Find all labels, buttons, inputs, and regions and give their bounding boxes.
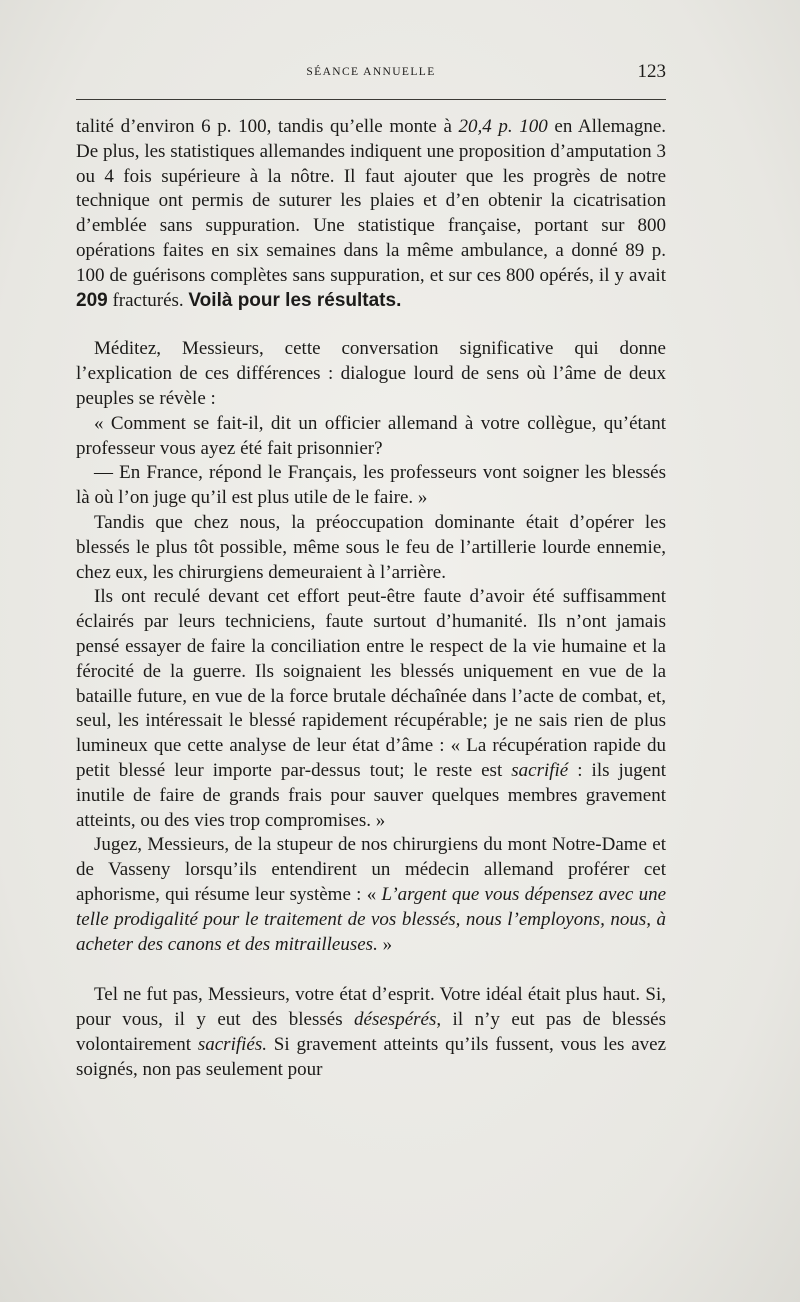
paragraph-text: en Allemagne. De plus, les statistiques allemandes indiquent une proposition d’amputation 3 ou 4 fois supérieure à la nôtre. Il faut ajouter que les progrès de notre technique ont permis de suturer les plaies et d’en obtenir la cicatrisation d’emblée sans suppuration. Une statistique française, portant sur 800 opérations faites en six semaines dans la même ambulance, a donné 89 p. 100 de guérisons complètes sans suppuration, et sur ces 800 opérés, il y avait xyxy=(76,116,667,286)
paragraph-text: » xyxy=(382,933,393,955)
paragraph-text: Tel ne fut pas, Messieurs, votre état d’esprit. Votre idéal était plus haut. Si, pour vous, il y eut des blessés xyxy=(76,984,666,1031)
paragraph-recule xyxy=(76,585,666,833)
paragraph-quote-answer: — En France, répond le Français, les professeurs vont soigner les blessés là où l’on juge qu’il est plus utile de le faire. » xyxy=(76,462,666,509)
paragraph-text: : ils jugent inutile de faire de grands frais pour sauver quelques membres gravement atteints, ou des vies trop compromises. » xyxy=(76,759,666,831)
page-number: 123 xyxy=(637,61,666,82)
paragraph-gap xyxy=(76,957,666,983)
paragraph-meditez: Méditez, Messieurs, cette conversation significative qui donne l’explication de ces différences : dialogue lourd de sens où l’âme de deux peuples se révèle : xyxy=(76,338,666,409)
paragraph-text: Ils ont reculé devant cet effort peut-être faute d’avoir été suffisamment éclairés par leurs techniciens, faute surtout d’humanité. Ils n’ont jamais pensé essayer de faire la conciliation entre le respect de la vie humaine et la férocité de la guerre. Ils soignaient les blessés uniquement en vue de la bataille future, en vue de la force brutale déchaînée dans l’acte de combat, et, seul, les intéressait le blessé rapidement récupérable; je ne sais rien de plus lumineux que cette analyse de leur état d’âme : « La récupération rapide du petit blessé leur importe par-dessus tout; le reste est xyxy=(76,586,666,781)
paragraph-text: talité d’environ 6 p. 100, tandis qu’elle monte à xyxy=(76,116,452,137)
paragraph-text: Si gravement atteints qu’ils fussent, vous les avez soignés, non pas seulement pour xyxy=(76,1033,667,1080)
paragraph-text: Jugez, Messieurs, de la stupeur de nos chirurgiens du mont Notre-Dame et de Vasseny lorsqu’ils entendirent un médecin allemand proférer cet aphorisme, qui résume leur système : « xyxy=(76,834,666,905)
page-header xyxy=(76,60,666,88)
header-rule xyxy=(76,99,666,100)
paragraph-jugez xyxy=(76,833,666,957)
body-text xyxy=(76,115,666,1082)
italic-word: sacrifiés. xyxy=(197,1033,267,1055)
paragraph-continuation xyxy=(76,115,666,313)
italic-word: désespérés xyxy=(354,1009,437,1031)
bold-conclusion: Voilà pour les résultats. xyxy=(188,289,402,311)
paragraph-tandis: Tandis que chez nous, la préoccupation dominante était d’opérer les blessés le plus tôt possible, même sous le feu de l’artillerie lourde ennemie, chez eux, les chirurgiens demeuraient à l’arrière. xyxy=(76,511,666,583)
bold-number: 209 xyxy=(76,289,108,311)
italic-quote: L’argent que vous dépensez avec une telle prodigalité pour le traitement de vos blessés, nous l’employons, nous, à acheter des canons et des mitrailleuses. xyxy=(76,883,667,955)
paragraph-quote-question: « Comment se fait-il, dit un officier allemand à votre collègue, qu’étant professeur vous ayez été fait prisonnier? xyxy=(76,412,666,459)
italic-word: sacrifié xyxy=(511,759,569,781)
running-head: SÉANCE ANNUELLE xyxy=(306,66,436,78)
paragraph-text: fracturés. xyxy=(112,289,184,311)
paragraph-text: , il n’y eut pas de blessés volontairement xyxy=(76,1009,666,1055)
italic-figure: 20,4 p. 100 xyxy=(458,116,548,137)
paragraph-tel-ne-fut xyxy=(76,983,666,1082)
paragraph-gap xyxy=(76,313,666,337)
